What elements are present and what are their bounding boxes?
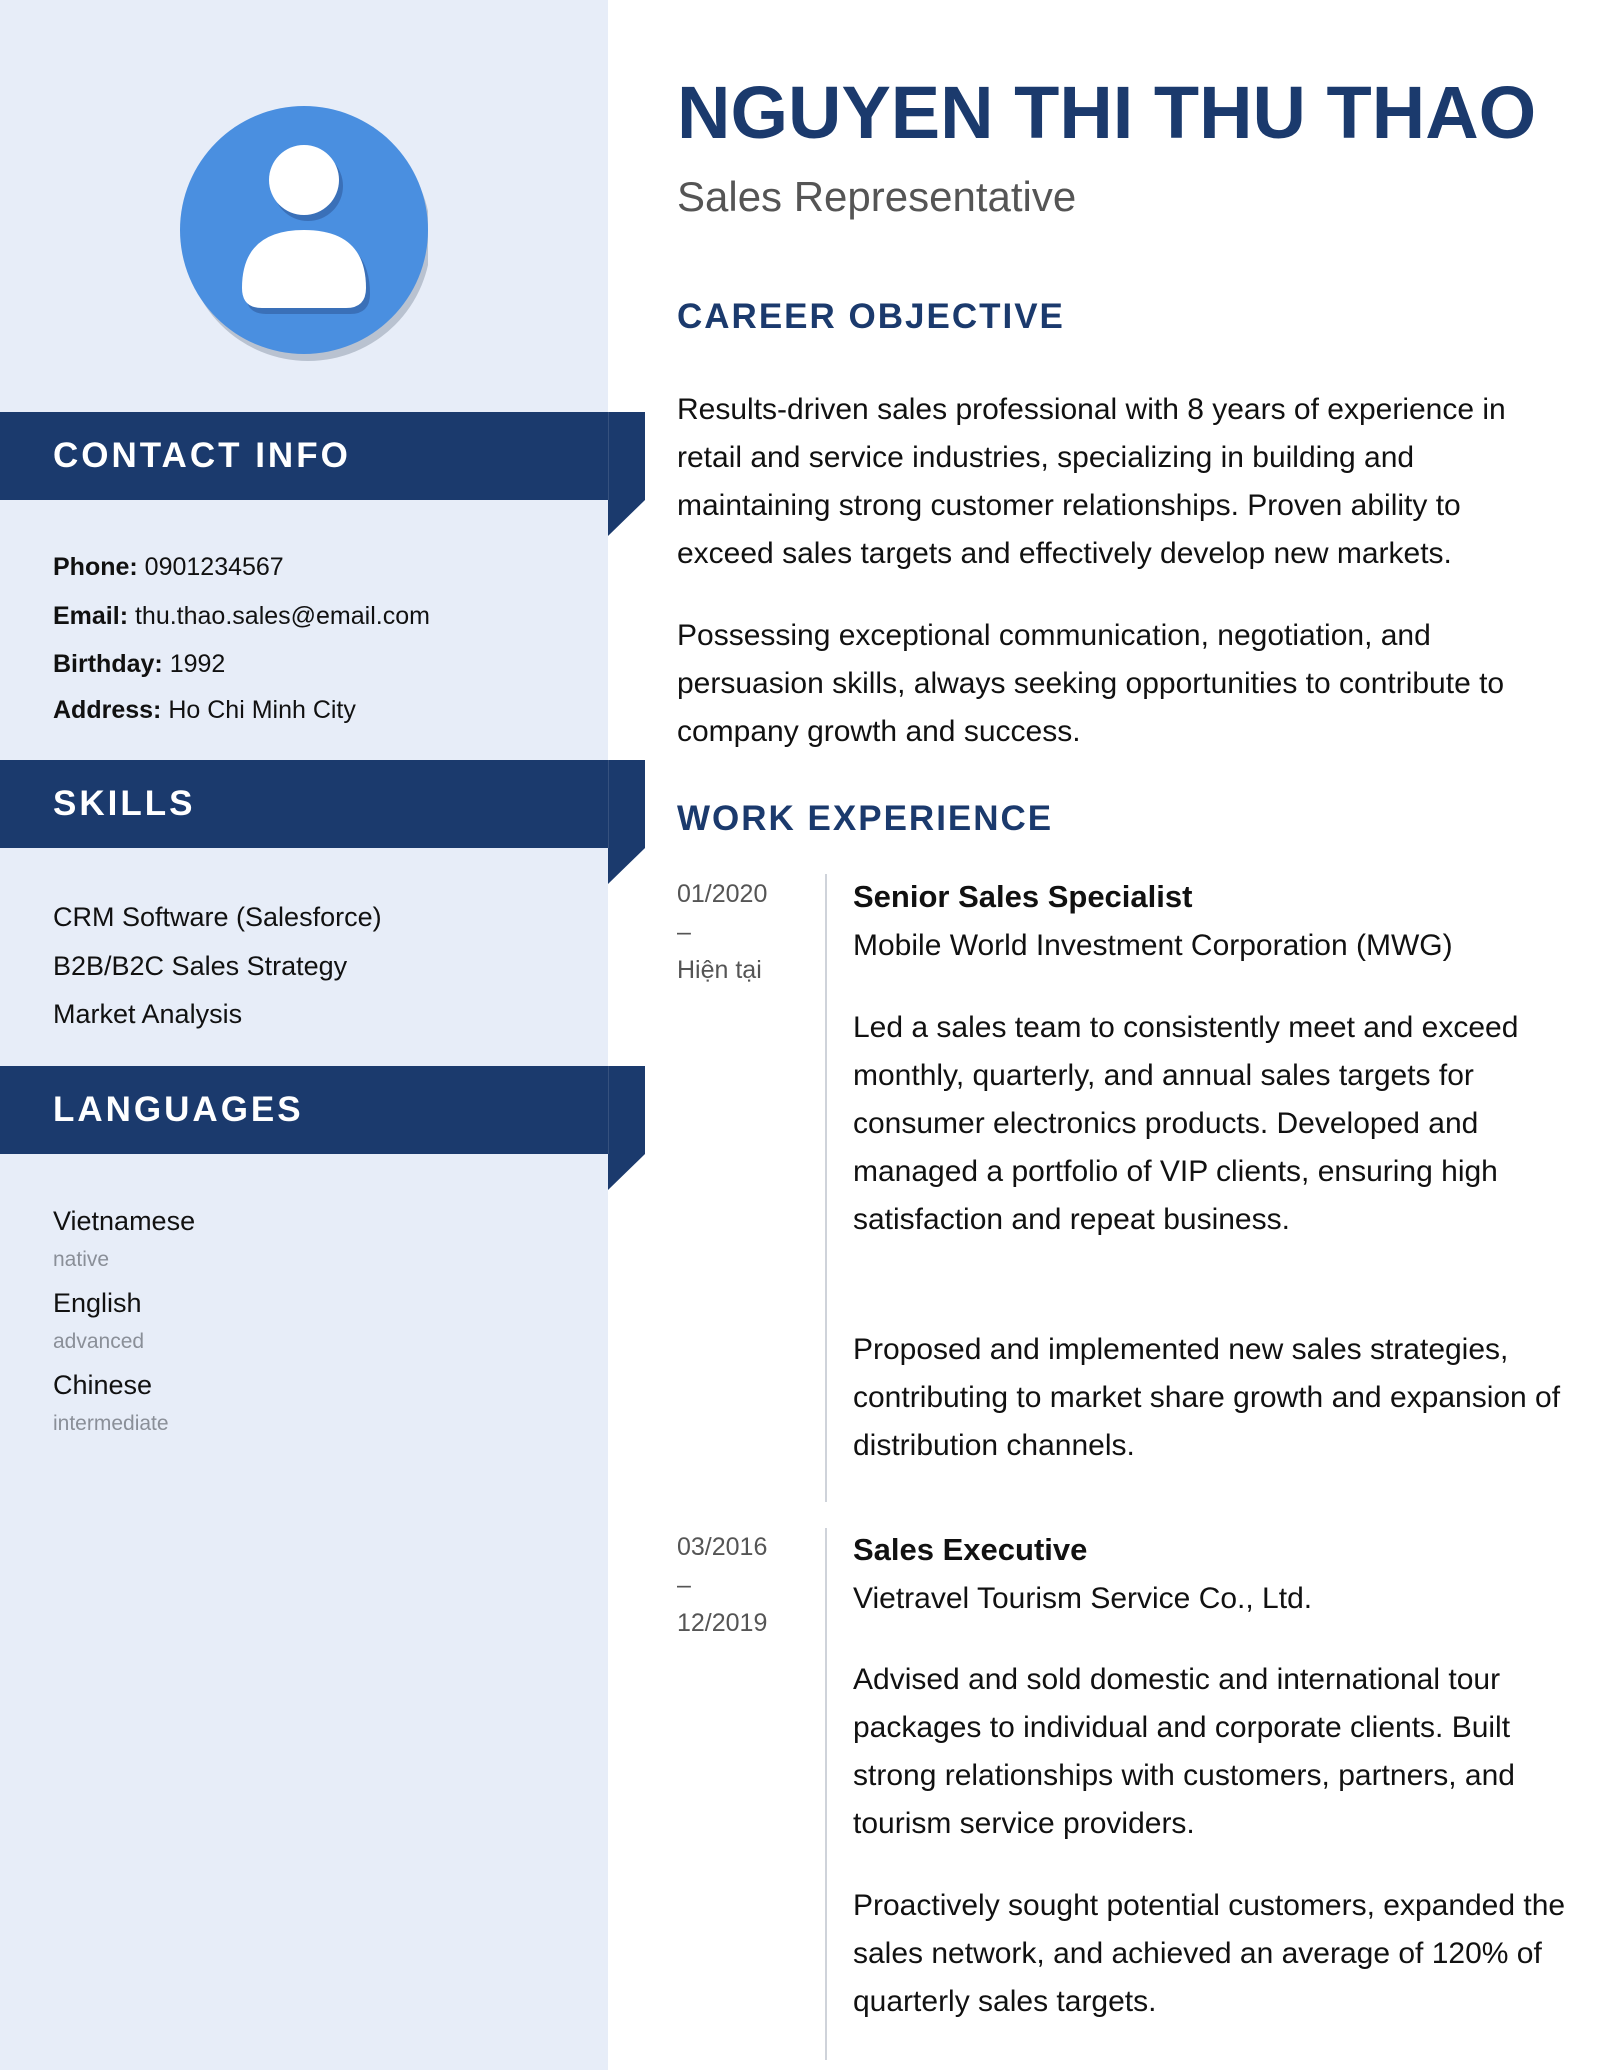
skill-item: CRM Software (Salesforce) xyxy=(53,902,382,932)
contact-value: Ho Chi Minh City xyxy=(168,696,356,724)
contact-address xyxy=(53,695,356,725)
exp-date-separator: – xyxy=(677,1571,691,1599)
timeline-line xyxy=(825,874,827,1502)
contact-phone xyxy=(53,552,284,582)
exp-paragraph: Advised and sold domestic and international tour packages to individual and corporate clients. Built strong relationships with customers, partners, and tourism service providers. xyxy=(853,1663,1515,1840)
languages-heading: LANGUAGES xyxy=(53,1090,304,1129)
contact-value: thu.thao.sales@email.com xyxy=(134,602,430,630)
header-divider xyxy=(608,760,609,848)
exp-company: Mobile World Investment Corporation (MWG) xyxy=(853,929,1453,962)
work-experience-heading: WORK EXPERIENCE xyxy=(677,799,1054,838)
exp-paragraph: Led a sales team to consistently meet and exceed monthly, quarterly, and annual sales targets for consumer electronics products. Developed and managed a portfolio of VIP clients, ensuring high satisfaction and repeat business. xyxy=(853,1011,1519,1236)
contact-label: Address: xyxy=(53,696,162,724)
contact-label: Birthday: xyxy=(53,650,163,678)
skill-item: Market Analysis xyxy=(53,999,243,1029)
contact-birthday xyxy=(53,649,225,679)
job-title: Sales Representative xyxy=(677,173,1077,220)
exp-company: Vietravel Tourism Service Co., Ltd. xyxy=(853,1582,1313,1615)
ribbon-fold xyxy=(608,1154,645,1190)
language-level: intermediate xyxy=(53,1412,169,1435)
contact-email xyxy=(53,601,430,631)
skill-item: B2B/B2C Sales Strategy xyxy=(53,951,348,981)
language-name: Chinese xyxy=(53,1370,153,1400)
candidate-name: NGUYEN THI THU THAO xyxy=(677,71,1537,154)
languages-section-header xyxy=(0,1066,645,1154)
exp-date-separator: – xyxy=(677,918,691,946)
exp-end-date: 12/2019 xyxy=(677,1609,768,1637)
contact-value: 0901234567 xyxy=(144,553,284,581)
skills-heading: SKILLS xyxy=(53,784,196,823)
contact-section-header xyxy=(0,412,645,500)
header-divider xyxy=(608,1066,609,1154)
exp-paragraph: Proposed and implemented new sales strategies, contributing to market share growth and expansion of distribution channels. xyxy=(853,1333,1561,1462)
exp-start-date: 03/2016 xyxy=(677,1533,768,1561)
ribbon-fold xyxy=(608,848,645,884)
exp-role: Sales Executive xyxy=(853,1532,1088,1567)
user-avatar-icon xyxy=(180,106,428,362)
exp-paragraph: Proactively sought potential customers, expanded the sales network, and achieved an average of 120% of quarterly sales targets. xyxy=(853,1889,1566,2018)
objective-paragraph: Results-driven sales professional with 8 years of experience in retail and service industries, specializing in building and maintaining strong customer relationships. Proven ability to exceed sales targets and effectively develop new markets. xyxy=(677,393,1506,570)
language-name: English xyxy=(53,1288,142,1318)
sidebar xyxy=(0,0,608,2070)
exp-start-date: 01/2020 xyxy=(677,880,768,908)
language-level: native xyxy=(53,1248,110,1271)
exp-end-date: Hiện tại xyxy=(677,956,762,984)
contact-heading: CONTACT INFO xyxy=(53,436,351,475)
language-level: advanced xyxy=(53,1330,145,1353)
objective-paragraph: Possessing exceptional communication, negotiation, and persuasion skills, always seeking opportunities to contribute to company growth and success. xyxy=(677,619,1505,748)
ribbon-fold xyxy=(608,500,645,536)
career-objective-heading: CAREER OBJECTIVE xyxy=(677,297,1065,336)
exp-role: Senior Sales Specialist xyxy=(853,879,1193,914)
language-name: Vietnamese xyxy=(53,1206,196,1236)
timeline-line xyxy=(825,1528,827,2060)
header-divider xyxy=(608,412,609,500)
skills-section-header xyxy=(0,760,645,848)
contact-value: 1992 xyxy=(169,650,226,678)
contact-label: Email: xyxy=(53,602,129,630)
contact-label: Phone: xyxy=(53,553,138,581)
